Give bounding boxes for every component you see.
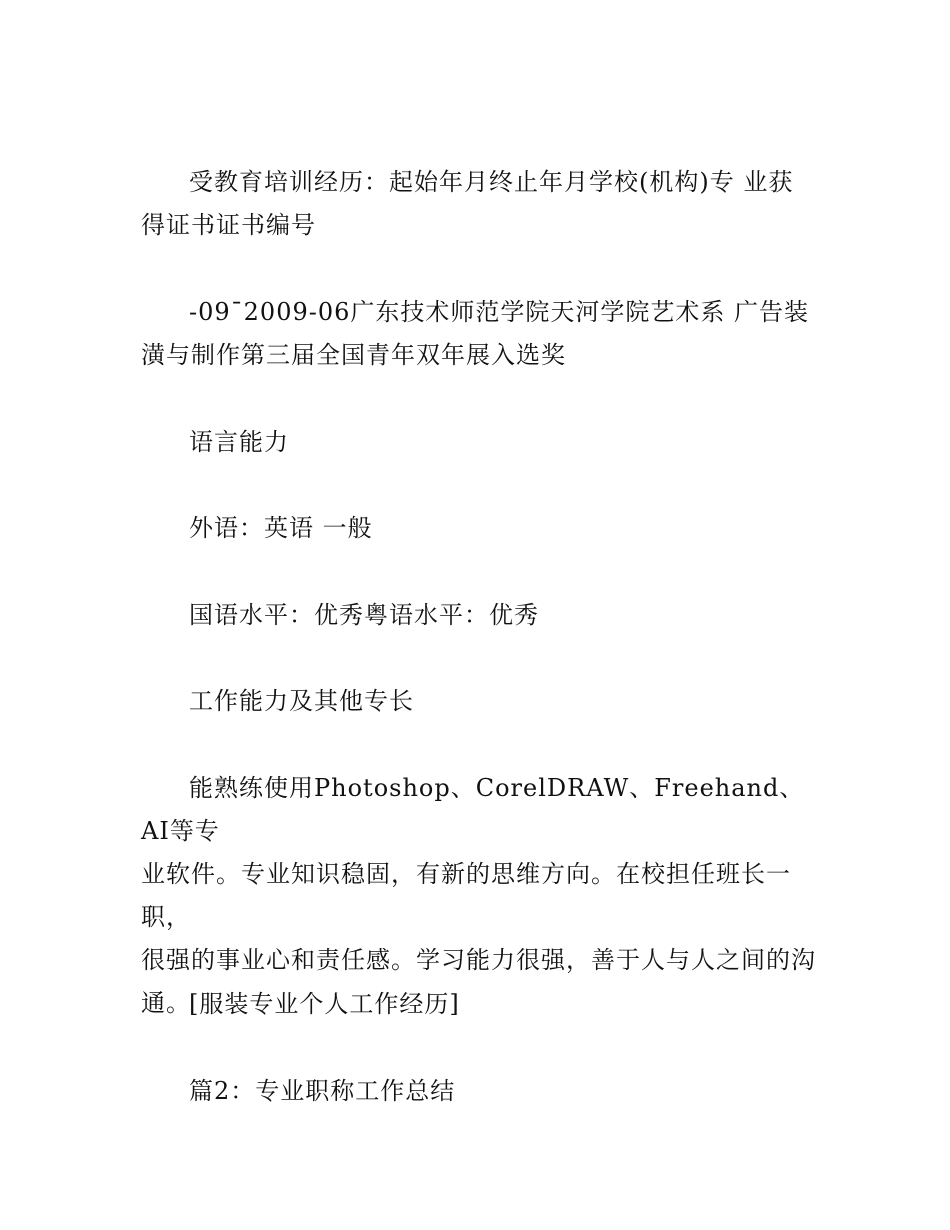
article-heading [141,1070,821,1113]
text-line: 通。 [141,989,191,1017]
text-line: 得证书证书编号 [141,211,316,239]
text-line: 篇2：专业职称工作总结 [189,1077,456,1105]
text-line: 很强的事业心和责任感。学习能力很强，善于人与人之间的沟 [141,946,816,974]
language-ability-heading [141,421,821,464]
education-entry-paragraph [141,291,821,377]
foreign-language-line [141,507,821,550]
text-line: 受教育培训经历：起始年月终止年月学校(机构)专 业获 [189,168,794,196]
skills-heading [141,680,821,723]
text-line: 业软件。专业知识稳固，有新的思维方向。在校担任班长一职， [141,860,791,931]
text-line: [服装专业个人工作经历] [189,990,460,1018]
text-line: 语言能力 [189,428,289,456]
text-line: -09¯2009-06广东技术师范学院天河学院艺术系 广告装 [189,298,810,326]
text-line: 国语水平：优秀粤语水平：优秀 [189,601,539,629]
text-line: 外语：英语 一般 [189,514,373,542]
text-line: 能熟练使用Photoshop、CorelDRAW、Freehand、AI等专 [141,774,805,845]
mandarin-cantonese-line [141,594,821,637]
text-line: 潢与制作第三届全国青年双年展入选奖 [141,341,566,369]
section-title [141,983,821,1026]
education-history-paragraph [141,161,821,247]
text-line: 工作能力及其他专长 [189,687,414,715]
